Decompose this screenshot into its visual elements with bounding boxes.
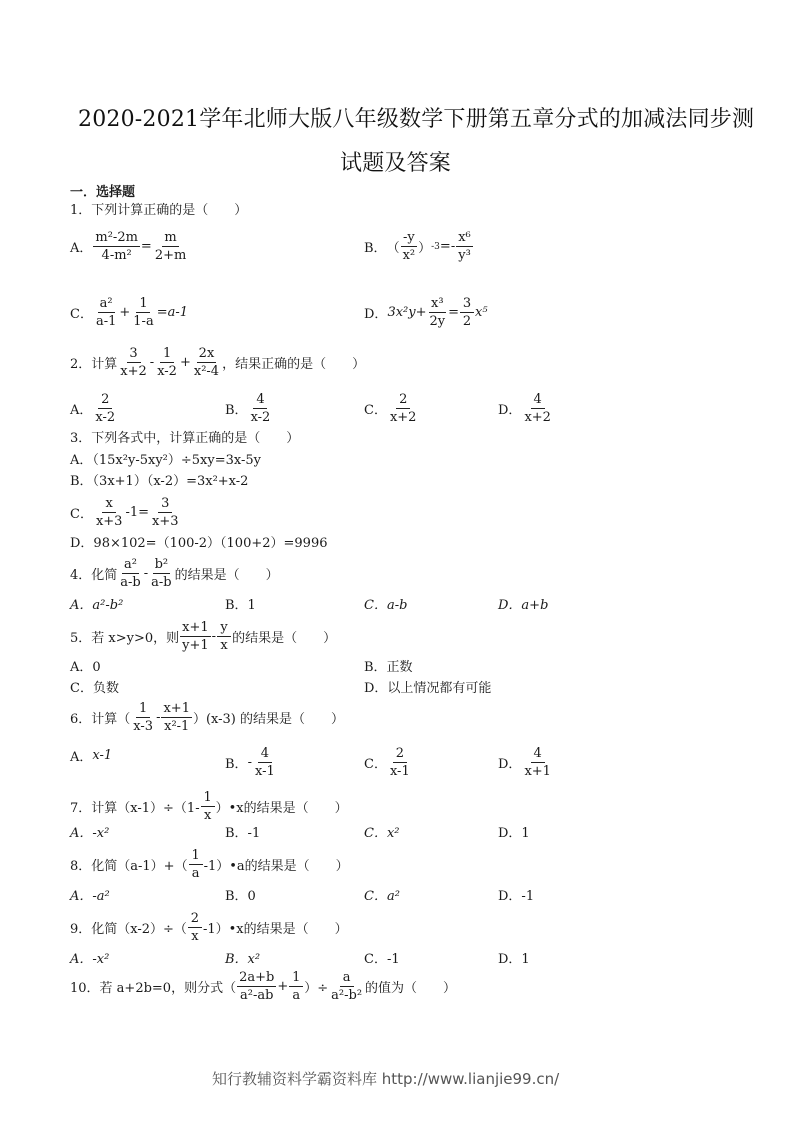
fraction: $\frac{y}{x}$	[217, 620, 231, 653]
question-8-option-d[interactable]: D．-1	[498, 889, 535, 904]
fraction: $\frac{\text{a²}}{a-b}$	[120, 557, 141, 590]
fraction: $\frac{1}{a}$	[289, 970, 303, 1003]
question-7-option-c[interactable]: C．x²	[364, 826, 400, 841]
fraction: $\frac{2}{x+2}$	[389, 392, 417, 425]
fraction: $\frac{a}{\text{a²-b²}}$	[331, 970, 363, 1003]
fraction: $\frac{2}{x-1}$	[389, 746, 410, 779]
fraction: $\frac{x+1}{y+1}$	[182, 620, 209, 653]
question-7-option-d[interactable]: D．1	[498, 826, 530, 841]
question-6-option-a[interactable]: A． x-1	[70, 748, 113, 765]
question-5-option-a[interactable]: A．0	[70, 660, 101, 675]
question-1-option-a[interactable]: A． $\frac{\text{m²-2m}}{\text{4-m²}}$ = $\frac{m}{2+m}$	[70, 230, 187, 263]
question-2-option-b[interactable]: B． $\frac{4}{x-2}$	[225, 392, 271, 425]
fraction: $\frac{4}{x+1}$	[524, 746, 551, 779]
question-6-option-b[interactable]: B． - $\frac{4}{x-1}$	[225, 746, 275, 779]
section-heading: 一．选择题	[70, 185, 136, 200]
question-2-option-d[interactable]: D． $\frac{4}{x+2}$	[498, 392, 551, 425]
fraction: $\frac{m}{2+m}$	[154, 230, 187, 263]
question-8-option-c[interactable]: C．a²	[364, 889, 400, 904]
footer-watermark: 知行教辅资料学霸资料库 http://www.lianjie99.cn/	[212, 1070, 560, 1088]
question-6-stem: 6．计算（ $\frac{1}{x-3}$ - $\frac{x+1}{\text{x²-1}}$ ）(x-3) 的结果是（ ）	[70, 701, 345, 734]
question-7-stem: 7．计算（x-1）÷（1- $\frac{1}{x}$ ）•x的结果是（ ）	[70, 790, 348, 823]
question-4-option-a[interactable]: A．a²-b²	[70, 598, 124, 613]
fraction: $\frac{1}{a}$	[189, 848, 203, 881]
question-10-stem: 10．若 a+2b=0，则分式（ $\frac{2a+b}{\text{a²-ab}}$ + $\frac{1}{a}$ ）÷ $\frac{a}{\text{a²-b²}}$ 的值为（ ）	[70, 970, 457, 1003]
question-8-stem: 8．化简（a-1）+（ $\frac{1}{a}$ -1）•a的结果是（ ）	[70, 848, 349, 881]
question-7-option-a[interactable]: A．-x²	[70, 826, 110, 841]
question-7-option-b[interactable]: B．-1	[225, 826, 261, 841]
question-5-option-b[interactable]: B．正数	[364, 660, 413, 675]
question-1-option-d[interactable]: D． 3x²y+ $\frac{\text{x³}}{2y}$ = $\frac{3}{2}$ x⁵	[364, 296, 488, 329]
question-4-stem: 4．化简 $\frac{\text{a²}}{a-b}$ - $\frac{\text{b²}}{a-b}$ 的结果是（ ）	[70, 557, 279, 590]
question-9-option-b[interactable]: B．x²	[225, 952, 261, 967]
question-4-option-d[interactable]: D．a+b	[498, 598, 549, 613]
question-5-option-d[interactable]: D．以上情况都有可能	[364, 681, 492, 696]
question-9-option-c[interactable]: C．-1	[364, 952, 400, 967]
question-5-option-c[interactable]: C．负数	[70, 681, 119, 696]
fraction: $\frac{x+1}{\text{x²-1}}$	[163, 701, 190, 734]
fraction: $\frac{3}{x+3}$	[152, 496, 179, 529]
fraction: $\frac{2a+b}{\text{a²-ab}}$	[239, 970, 275, 1003]
question-1-stem: 1．下列计算正确的是（ ）	[70, 203, 248, 218]
question-4-option-b[interactable]: B．1	[225, 598, 256, 613]
fraction: $\frac{x}{x+3}$	[95, 496, 123, 529]
question-1-option-b[interactable]: B． （ $\frac{-y}{\text{x²}}$ ） -3 =- $\frac{\text{x⁶}}{\text{y³}}$	[364, 230, 471, 263]
fraction: $\frac{4}{x+2}$	[524, 392, 551, 425]
question-4-option-c[interactable]: C．a-b	[364, 598, 408, 613]
question-3-option-c[interactable]: C． $\frac{x}{x+3}$ -1= $\frac{3}{x+3}$	[70, 496, 179, 529]
question-2-option-c[interactable]: C． $\frac{2}{x+2}$	[364, 392, 417, 425]
question-3-option-d[interactable]: D．98×102=（100-2）（100+2）=9996	[70, 536, 328, 551]
fraction: $\frac{-y}{\text{x²}}$	[402, 230, 416, 263]
fraction: $\frac{1}{x-3}$	[133, 701, 154, 734]
question-9-option-a[interactable]: A．-x²	[70, 952, 110, 967]
fraction: $\frac{3}{x+2}$	[120, 346, 147, 379]
fraction: $\frac{\text{m²-2m}}{\text{4-m²}}$	[95, 230, 138, 263]
fraction: $\frac{2}{x-2}$	[95, 392, 116, 425]
question-6-option-c[interactable]: C． $\frac{2}{x-1}$	[364, 746, 410, 779]
question-3-stem: 3．下列各式中，计算正确的是（ ）	[70, 431, 300, 446]
question-9-option-d[interactable]: D．1	[498, 952, 530, 967]
fraction: $\frac{1}{x-2}$	[157, 346, 177, 379]
question-9-stem: 9．化简（x-2）÷（ $\frac{2}{x}$ -1）•x的结果是（ ）	[70, 911, 348, 944]
fraction: $\frac{1}{x}$	[201, 790, 215, 823]
fraction: $\frac{1}{1-a}$	[133, 296, 154, 329]
question-8-option-a[interactable]: A．-a²	[70, 889, 110, 904]
question-2-option-a[interactable]: A． $\frac{2}{x-2}$	[70, 392, 116, 425]
question-5-stem: 5．若 x>y>0，则 $\frac{x+1}{y+1}$ - $\frac{y}{x}$ 的结果是（ ）	[70, 620, 337, 653]
fraction: $\frac{4}{x-2}$	[250, 392, 271, 425]
question-1-option-c[interactable]: C． $\frac{\text{a²}}{a-1}$ + $\frac{1}{1-a}$ =a-1	[70, 296, 189, 329]
fraction: $\frac{\text{b²}}{a-b}$	[151, 557, 172, 590]
document-title-line-2: 试题及答案	[340, 151, 452, 176]
document-title-line-1: 2020-2021学年北师大版八年级数学下册第五章分式的加减法同步测	[78, 107, 755, 132]
question-3-option-a[interactable]: A．（15x²y-5xy²）÷5xy=3x-5y	[70, 453, 261, 468]
question-8-option-b[interactable]: B．0	[225, 889, 256, 904]
question-3-option-b[interactable]: B．（3x+1）（x-2）=3x²+x-2	[70, 474, 249, 489]
fraction: $\frac{\text{x³}}{2y}$	[429, 296, 446, 329]
fraction: $\frac{3}{2}$	[460, 296, 474, 329]
fraction: $\frac{2}{x}$	[188, 911, 202, 944]
fraction: $\frac{2x}{\text{x²-4}}$	[193, 346, 220, 379]
fraction: $\frac{4}{x-1}$	[254, 746, 275, 779]
fraction: $\frac{\text{a²}}{a-1}$	[95, 296, 117, 329]
question-6-option-d[interactable]: D． $\frac{4}{x+1}$	[498, 746, 551, 779]
question-2-stem: 2．计算 $\frac{3}{x+2}$ - $\frac{1}{x-2}$ + $\frac{2x}{\text{x²-4}}$ ，结果正确的是（ ）	[70, 346, 366, 379]
fraction: $\frac{\text{x⁶}}{\text{y³}}$	[458, 230, 471, 263]
